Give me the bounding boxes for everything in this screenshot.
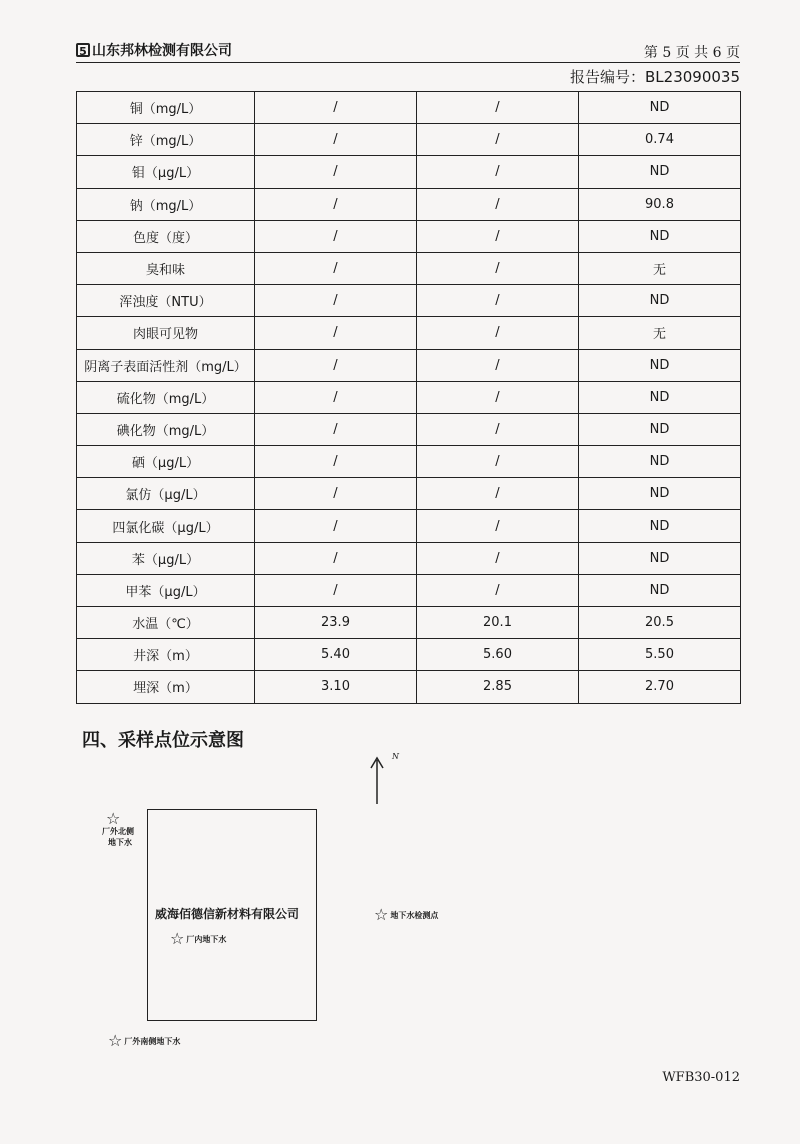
value-cell: /	[417, 510, 579, 542]
section-title: 四、采样点位示意图	[82, 730, 244, 751]
table-row	[77, 639, 741, 671]
value-cell: /	[417, 413, 579, 445]
value-cell: /	[417, 317, 579, 349]
value-cell: 无	[579, 252, 741, 284]
value-cell: ND	[579, 156, 741, 188]
value-cell: 23.9	[255, 607, 417, 639]
table-row	[77, 285, 741, 317]
value-cell: /	[255, 317, 417, 349]
value-cell: 0.74	[579, 124, 741, 156]
item-cell: 甲苯（μg/L）	[77, 574, 255, 606]
value-cell: /	[255, 478, 417, 510]
star-icon: ☆	[106, 809, 121, 828]
value-cell: 20.1	[417, 607, 579, 639]
star-icon: ☆	[108, 1031, 123, 1050]
item-cell: 苯（μg/L）	[77, 542, 255, 574]
value-cell: ND	[579, 510, 741, 542]
value-cell: /	[255, 381, 417, 413]
value-cell: /	[255, 349, 417, 381]
header-divider	[76, 62, 740, 63]
value-cell: ND	[579, 542, 741, 574]
point-monitor	[374, 905, 439, 924]
value-cell: 90.8	[579, 188, 741, 220]
company-header	[76, 40, 232, 60]
point-north-outside-label-1: 厂外北侧	[102, 827, 134, 836]
results-table	[76, 91, 741, 704]
star-icon: ☆	[374, 905, 389, 924]
value-cell: ND	[579, 446, 741, 478]
value-cell: ND	[579, 413, 741, 445]
value-cell: /	[255, 124, 417, 156]
item-cell: 锌（mg/L）	[77, 124, 255, 156]
value-cell: /	[417, 381, 579, 413]
value-cell: /	[255, 252, 417, 284]
point-inside	[170, 929, 227, 948]
value-cell: /	[255, 446, 417, 478]
company-logo-icon: 5	[76, 43, 90, 57]
value-cell: 无	[579, 317, 741, 349]
value-cell: 5.60	[417, 639, 579, 671]
value-cell: /	[255, 542, 417, 574]
value-cell: ND	[579, 381, 741, 413]
value-cell: 5.50	[579, 639, 741, 671]
item-cell: 碘化物（mg/L）	[77, 413, 255, 445]
value-cell: 5.40	[255, 639, 417, 671]
item-cell: 钼（μg/L）	[77, 156, 255, 188]
value-cell: /	[255, 574, 417, 606]
table-row	[77, 478, 741, 510]
table-row	[77, 124, 741, 156]
value-cell: 2.70	[579, 671, 741, 703]
value-cell: /	[417, 446, 579, 478]
company-name: 山东邦林检测有限公司	[92, 43, 232, 59]
table-row	[77, 381, 741, 413]
value-cell: /	[417, 92, 579, 124]
value-cell: /	[417, 220, 579, 252]
table-row	[77, 574, 741, 606]
table-row	[77, 156, 741, 188]
table-row	[77, 349, 741, 381]
item-cell: 铜（mg/L）	[77, 92, 255, 124]
value-cell: /	[255, 510, 417, 542]
star-icon: ☆	[170, 929, 185, 948]
item-cell: 臭和味	[77, 252, 255, 284]
value-cell: ND	[579, 349, 741, 381]
item-cell: 埋深（m）	[77, 671, 255, 703]
value-cell: 20.5	[579, 607, 741, 639]
results-table-body	[77, 92, 741, 704]
table-row	[77, 446, 741, 478]
point-north-outside	[102, 809, 134, 848]
table-row	[77, 413, 741, 445]
value-cell: /	[417, 188, 579, 220]
value-cell: /	[417, 285, 579, 317]
item-cell: 浑浊度（NTU）	[77, 285, 255, 317]
value-cell: 3.10	[255, 671, 417, 703]
value-cell: /	[255, 220, 417, 252]
item-cell: 色度（度）	[77, 220, 255, 252]
value-cell: ND	[579, 285, 741, 317]
value-cell: /	[417, 542, 579, 574]
report-number: 报告编号：BL23090035	[570, 68, 740, 86]
value-cell: /	[255, 285, 417, 317]
form-code: WFB30-012	[662, 1070, 740, 1085]
value-cell: ND	[579, 574, 741, 606]
value-cell: /	[417, 478, 579, 510]
value-cell: /	[255, 188, 417, 220]
table-row	[77, 188, 741, 220]
item-cell: 阴离子表面活性剂（mg/L）	[77, 349, 255, 381]
item-cell: 硒（μg/L）	[77, 446, 255, 478]
item-cell: 硫化物（mg/L）	[77, 381, 255, 413]
item-cell: 肉眼可见物	[77, 317, 255, 349]
table-row	[77, 542, 741, 574]
value-cell: /	[417, 124, 579, 156]
page-info: 第 5 页 共 6 页	[643, 45, 740, 61]
table-row	[77, 92, 741, 124]
item-cell: 氯仿（μg/L）	[77, 478, 255, 510]
table-row	[77, 510, 741, 542]
north-label: N	[392, 752, 399, 761]
point-south-outside	[108, 1031, 181, 1050]
table-row	[77, 252, 741, 284]
value-cell: /	[255, 413, 417, 445]
point-south-outside-label: 厂外南侧地下水	[124, 1036, 181, 1046]
value-cell: ND	[579, 220, 741, 252]
site-name: 威海佰德信新材料有限公司	[155, 907, 300, 921]
item-cell: 井深（m）	[77, 639, 255, 671]
value-cell: 2.85	[417, 671, 579, 703]
north-arrow-icon	[368, 754, 388, 806]
value-cell: /	[417, 156, 579, 188]
value-cell: /	[417, 252, 579, 284]
point-inside-label: 厂内地下水	[186, 934, 227, 944]
item-cell: 钠（mg/L）	[77, 188, 255, 220]
value-cell: /	[417, 574, 579, 606]
value-cell: /	[255, 92, 417, 124]
item-cell: 水温（℃）	[77, 607, 255, 639]
value-cell: /	[255, 156, 417, 188]
point-north-outside-label-2: 地下水	[108, 838, 132, 847]
table-row	[77, 220, 741, 252]
value-cell: /	[417, 349, 579, 381]
value-cell: ND	[579, 478, 741, 510]
table-row	[77, 607, 741, 639]
point-monitor-label: 地下水检测点	[390, 910, 439, 920]
item-cell: 四氯化碳（μg/L）	[77, 510, 255, 542]
sampling-map	[80, 750, 740, 1070]
table-row	[77, 671, 741, 703]
value-cell: ND	[579, 92, 741, 124]
table-row	[77, 317, 741, 349]
